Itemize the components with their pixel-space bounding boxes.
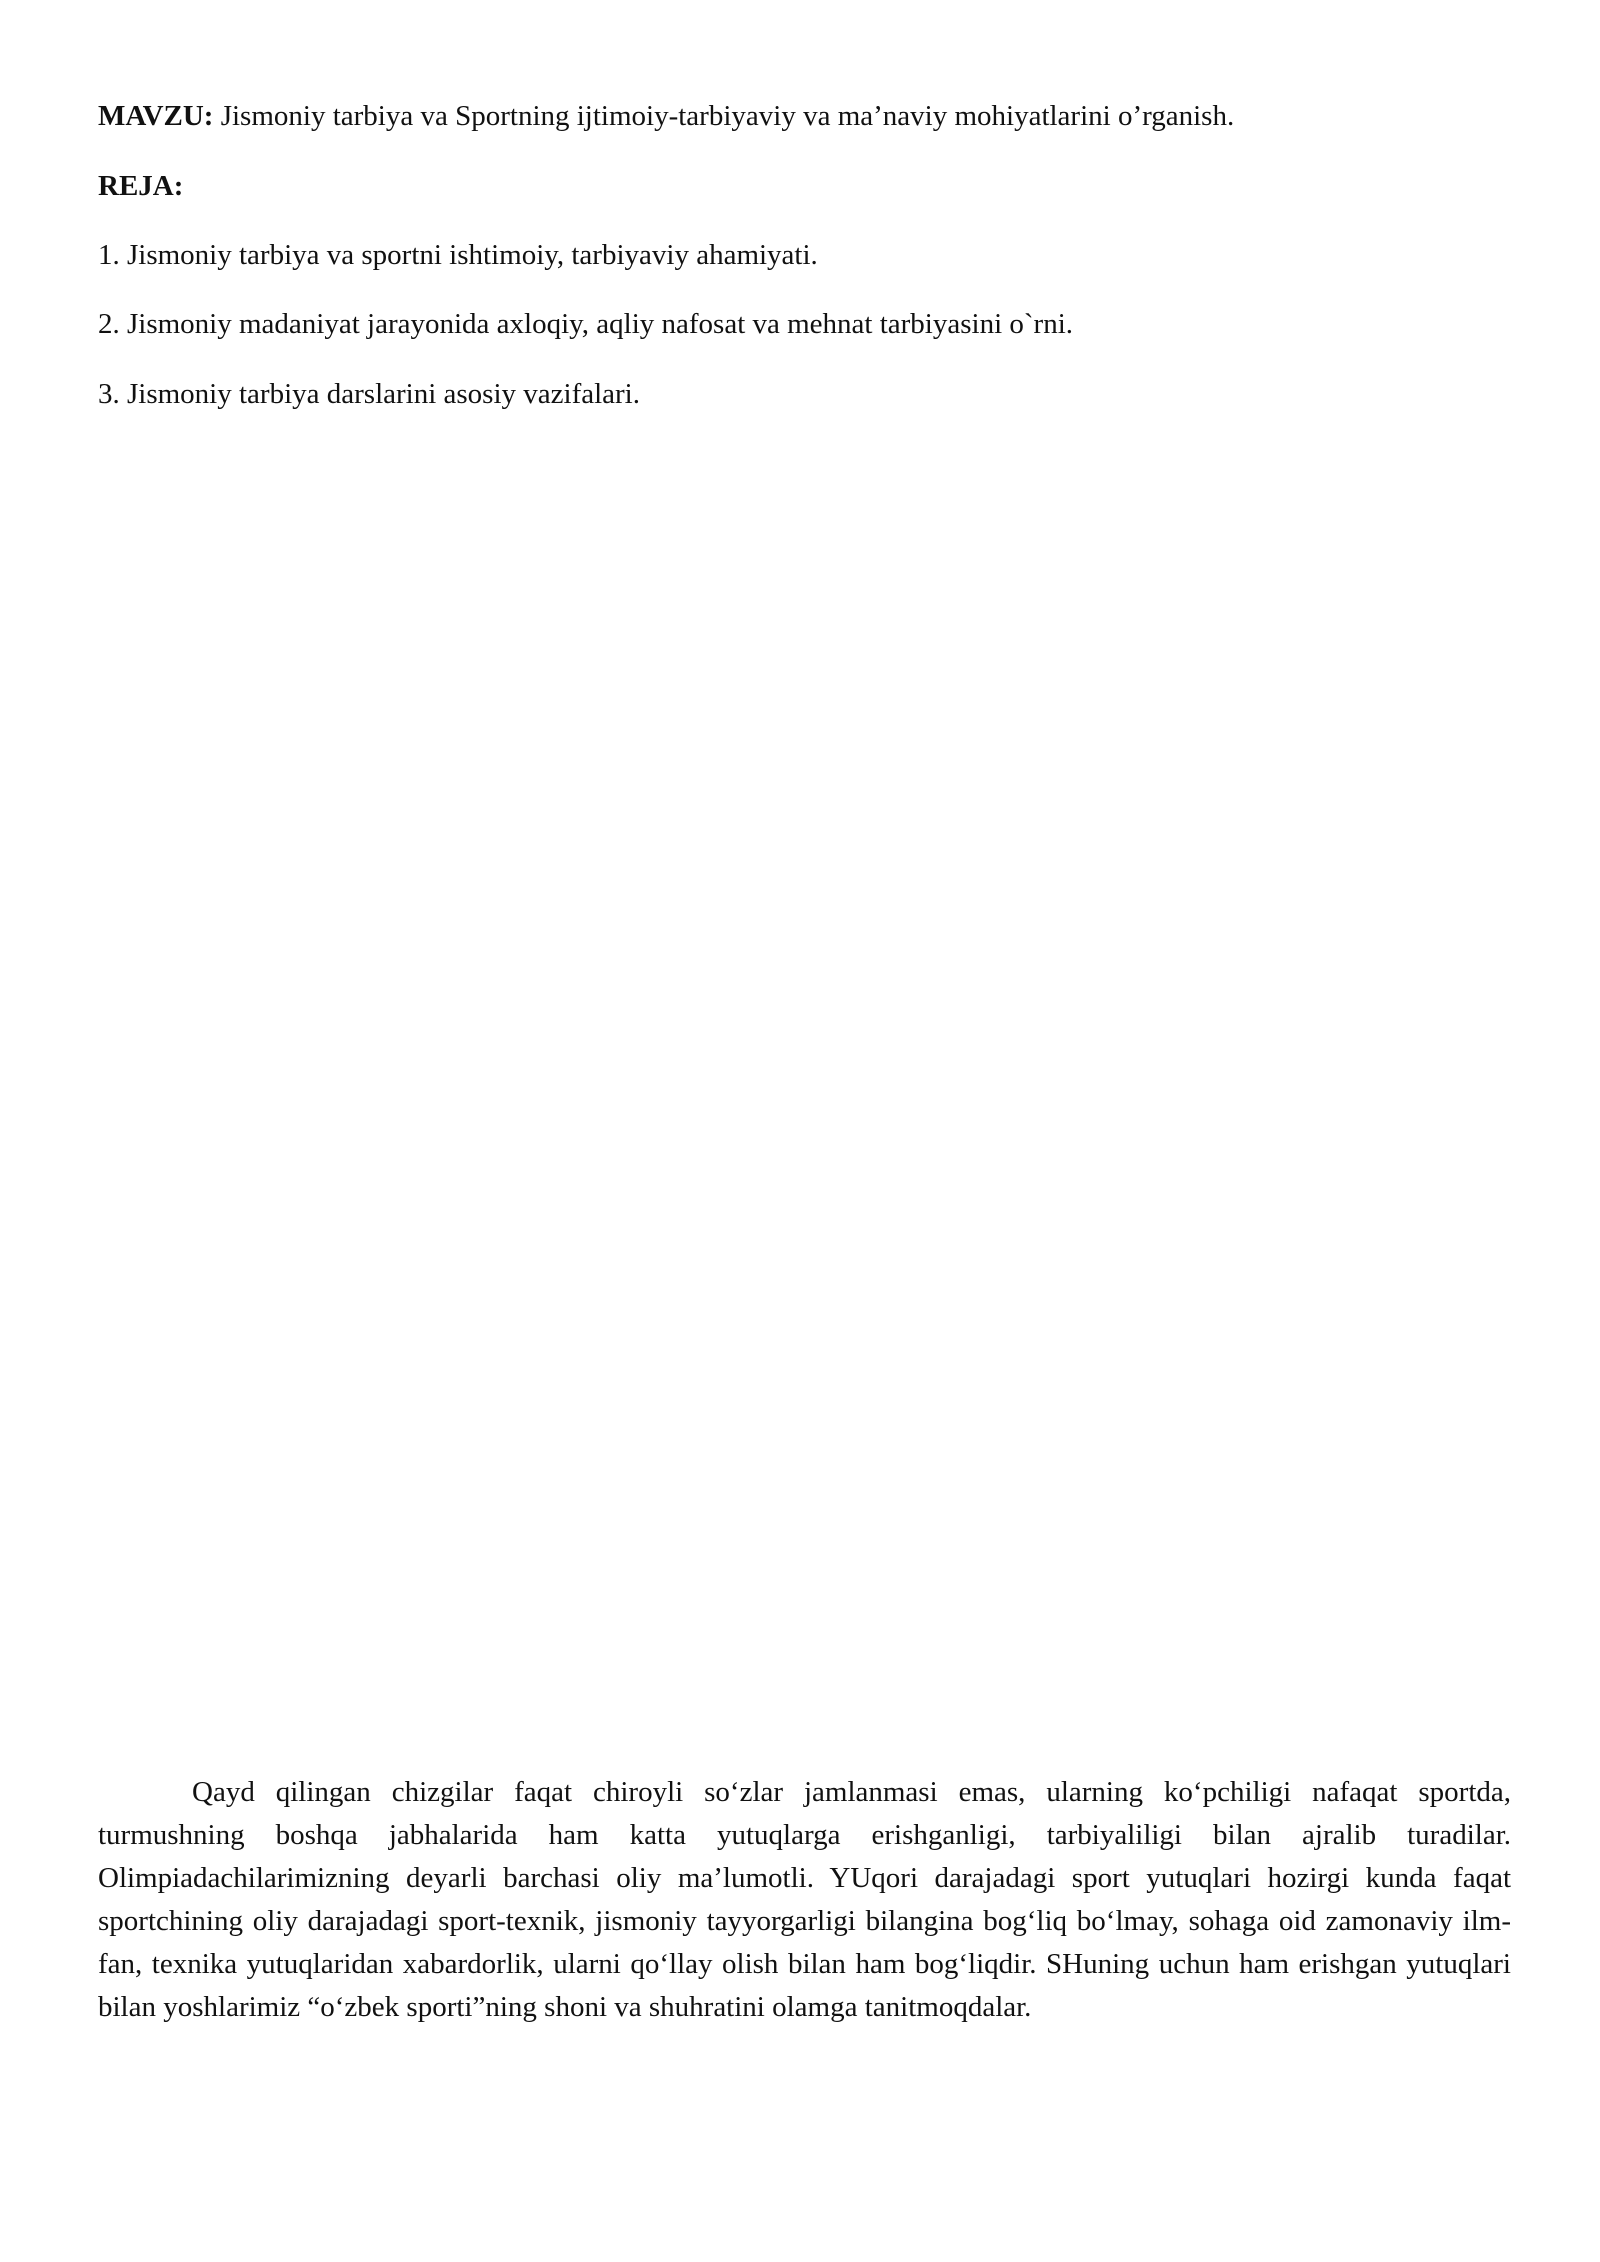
topic-label: MAVZU:: [98, 100, 214, 132]
topic-line: [98, 98, 1234, 134]
topic-text: Jismoniy tarbiya va Sportning ijtimoiy-tarbiyaviy va ma’naviy mohiyatlarini o’rganish.: [213, 100, 1235, 132]
body-paragraph: Qayd qilingan chizgilar faqat chiroyli so‘zlar jamlanmasi emas, ularning ko‘pchiligi nafaqat sportda, turmushning boshqa jabhalarida ham katta yutuqlarga erishganligi, tarbiyaliligi bilan ajralib turadilar. Olimpiadachilarimizning deyarli barchasi oliy ma’lumotli. YUqori darajadagi sport yutuqlari hozirgi kunda faqat sportchining oliy darajadagi sport-texnik, jismoniy tayyorgarligi bilangina bog‘liq bo‘lmay, sohaga oid zamonaviy ilm-fan, texnika yutuqlaridan xabardorlik, ularni qo‘llay olish bilan ham bog‘liqdir. SHuning uchun ham erishgan yutuqlari bilan yoshlarimiz “o‘zbek sporti”ning shoni va shuhratini olamga tanitmoqdalar.: [98, 1776, 1511, 2023]
plan-item-3: 3. Jismoniy tarbiya darslarini asosiy vazifalari.: [98, 378, 640, 410]
plan-heading: REJA:: [98, 170, 184, 202]
plan-item-1: 1. Jismoniy tarbiya va sportni ishtimoiy, tarbiyaviy ahamiyati.: [98, 239, 818, 271]
plan-item-2: 2. Jismoniy madaniyat jarayonida axloqiy, aqliy nafosat va mehnat tarbiyasini o`rni.: [98, 308, 1074, 340]
